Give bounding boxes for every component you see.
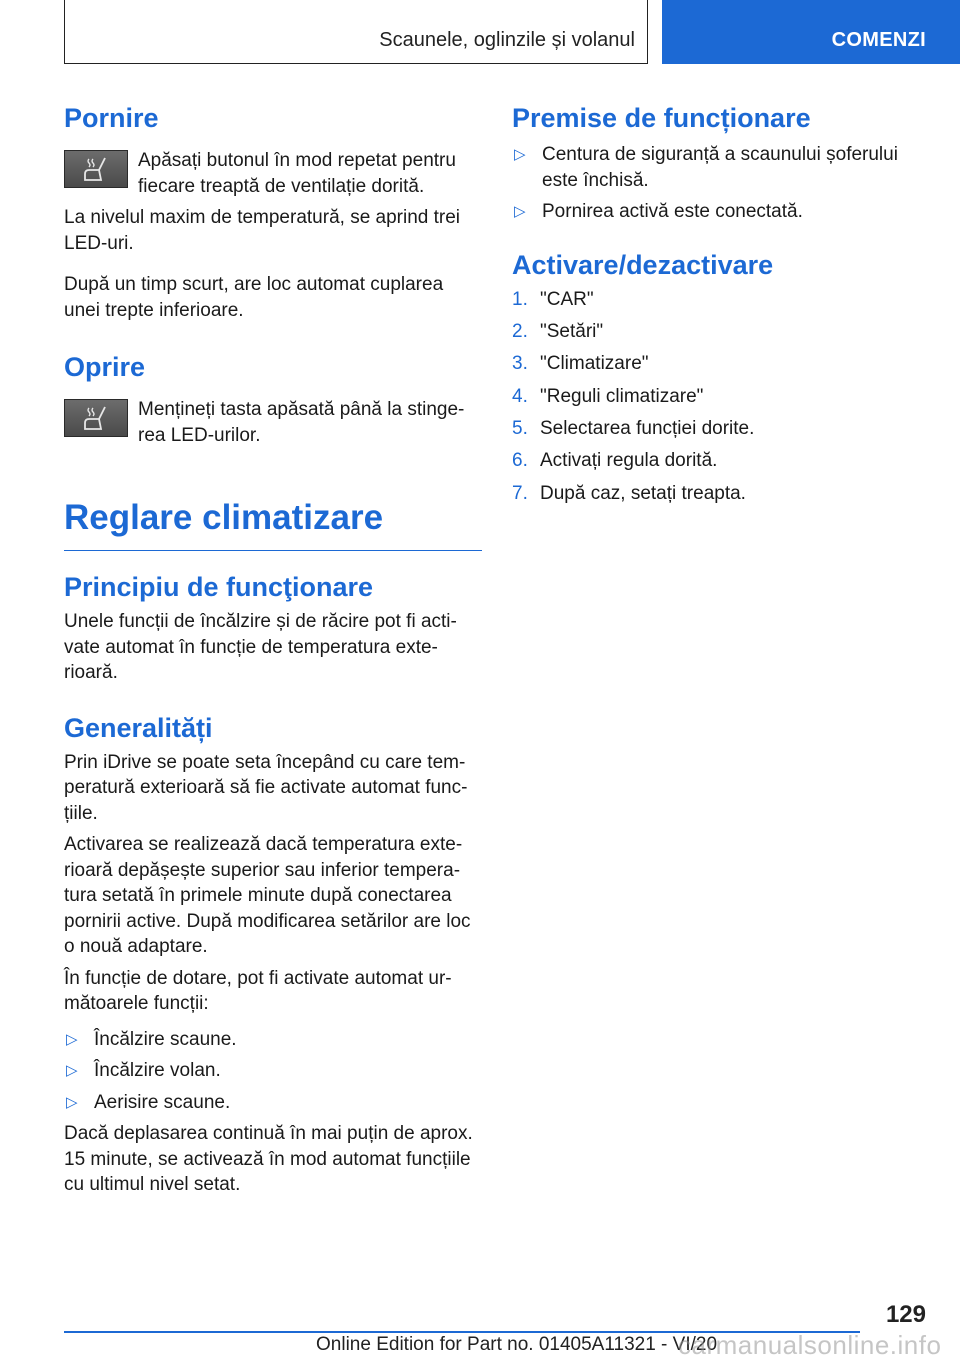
right-column [512,100,912,513]
page-number: 129 [885,1301,926,1328]
list-item: ▷ Aerisire scaune. [64,1090,482,1116]
chapter-title: Reglare climatizare [64,496,482,551]
step-item: 4. "Reguli climatizare" [512,385,704,407]
pornire-icon-row [64,148,482,199]
left-column [64,100,482,1198]
generalitati-paragraph-1: Prin iDrive se poate seta începând cu care tem-peratură exterioară să fie activate automat func-țiile. [64,751,468,824]
footer-edition: Online Edition for Part no. 01405A11321 - VI/20 [316,1334,718,1355]
list-item: ▷ Încălzire scaune. [64,1027,482,1053]
heading-activare: Activare/dezactivare [512,249,774,280]
bullet-triangle-icon: ▷ [66,1093,78,1111]
pornire-paragraph-1: La nivelul maxim de temperatură, se aprind trei LED-uri. [64,207,461,254]
header-tab-label: COMENZI [831,29,926,51]
header-section-box [64,0,648,64]
generalitati-paragraph-3: În funcție de dotare, pot fi activate automat ur-mătoarele funcții: [64,967,452,1014]
heading-premise: Premise de funcționare [512,103,811,133]
activare-steps-list [512,287,912,507]
step-item: 3. "Climatizare" [512,353,649,375]
header-tab [662,0,960,64]
pornire-paragraph-2: După un timp scurt, are loc automat cuplarea unei trepte inferioare. [64,274,444,321]
bullet-triangle-icon: ▷ [514,203,526,220]
generalitati-paragraph-4: Dacă deplasarea continuă în mai puțin de aprox. 15 minute, se activează în mod automat funcțiile cu ultimul nivel setat. [64,1123,473,1195]
bullet-triangle-icon: ▷ [66,1062,78,1079]
bullet-triangle-icon: ▷ [66,1030,78,1048]
seat-ventilation-icon [64,399,128,437]
list-item: ▷ Pornirea activă este conectată. [512,199,912,225]
step-item: 5. Selectarea funcției dorite. [512,418,755,440]
oprire-icon-text: Mențineți tasta apăsată până la stinge-rea LED-urilor. [138,399,465,446]
oprire-icon-row [64,397,482,448]
heading-principiu: Principiu de funcţionare [64,572,374,602]
heading-pornire: Pornire [64,103,159,133]
seat-ventilation-icon [64,150,128,188]
list-item: ▷ Centura de siguranță a scaunului șoferului este închisă. [512,142,912,193]
generalitati-bullet-list [64,1027,482,1116]
step-item: 6. Activați regula dorită. [512,450,718,472]
heading-generalitati: Generalități [64,712,213,743]
premise-bullet-list [512,142,912,225]
heading-oprire: Oprire [64,352,146,382]
step-item: 2. "Setări" [512,320,604,342]
step-item: 1. "CAR" [512,288,594,310]
header-section-title: Scaunele, oglinzile și volanul [379,29,635,51]
pornire-icon-text: Apăsați butonul în mod repetat pentru fiecare treaptă de ventilație dorită. [138,150,456,197]
step-item: 7. După caz, setați treapta. [512,482,746,504]
principiu-paragraph: Unele funcții de încălzire și de răcire pot fi acti-vate automat în funcție de temperatura exte-rioară. [64,611,457,683]
watermark: carmanualsonline.info [678,1330,942,1360]
generalitati-paragraph-2: Activarea se realizează dacă temperatura exte-rioară depășește superior sau inferior tempera-tura setată în primele minute după conectarea pornirii active. După modificarea setărilor are loc o nouă adaptare. [64,834,471,957]
bullet-triangle-icon: ▷ [514,146,526,163]
list-item: ▷ Încălzire volan. [64,1058,482,1084]
